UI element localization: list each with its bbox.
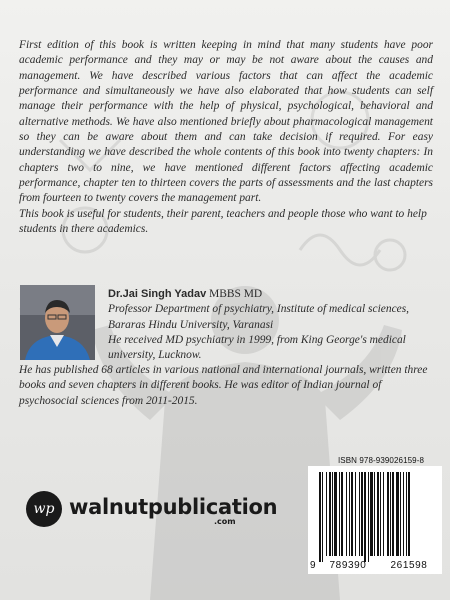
author-education: He received MD psychiatry in 1999, from King George's medical university, Lucknow.: [108, 334, 406, 362]
publisher-name: walnutpublication: [69, 495, 278, 519]
author-name: Dr.Jai Singh Yadav: [108, 288, 207, 300]
barcode-bar: [396, 472, 399, 556]
author-details: [108, 287, 438, 364]
author-degrees: MBBS MD: [206, 288, 263, 300]
barcode-bar: [329, 472, 331, 556]
barcode-bar: [374, 472, 375, 556]
barcode-bar: [326, 472, 327, 556]
barcode-bar: [370, 472, 373, 556]
description-paragraph-2: This book is useful for students, their parent, teachers and people those who want to help students in there academics.: [19, 207, 427, 236]
barcode-bar: [403, 472, 404, 556]
barcode-digits-right: 261598: [390, 560, 428, 571]
description-paragraph-1: First edition of this book is written keeping in mind that many students have poor academic performance and they may or may be not aware about the causes and management. We have described various factors that can affect the academic performance and simultaneously we have also elaborated that how students can self manage their performance with the help of physical, psychological, behavioral and alternative methods. We have also mentioned briefly about pharmacological management so they can be aware about them and can take decision if required. For easy understanding we have described the whole contents of this book into twenty chapters: In chapters two to nine, we have mentioned different factors affecting academic performance, chapter ten to thirteen covers the parts of assessments and the last chapters from fourteen to twenty covers the management part.: [19, 39, 433, 205]
barcode-bar: [346, 472, 347, 556]
barcode-bar: [390, 472, 391, 556]
isbn-label: ISBN 978-939026159-8: [337, 456, 425, 465]
author-photo: [20, 285, 95, 360]
barcode-bar: [332, 472, 333, 556]
publisher-domain-suffix: .com: [214, 517, 236, 526]
barcode-bar: [380, 472, 381, 556]
barcode-bar: [341, 472, 343, 556]
barcode-bar: [400, 472, 401, 556]
barcode-digits-left: 789390: [329, 560, 367, 571]
barcode: [308, 466, 442, 574]
publisher-logo: wp: [26, 491, 62, 527]
barcode-bar: [359, 472, 360, 556]
barcode-bar: [392, 472, 394, 556]
barcode-digit-first: 9: [310, 560, 316, 571]
barcode-bar: [364, 472, 366, 562]
author-position: Professor Department of psychiatry, Institute of medical sciences, Bararas Hindu University, Varanasi: [108, 303, 410, 331]
barcode-bars: [308, 466, 442, 574]
barcode-bar: [322, 472, 323, 562]
barcode-bar: [355, 472, 356, 556]
barcode-bar: [368, 472, 369, 562]
barcode-bar: [361, 472, 363, 556]
barcode-bar: [339, 472, 340, 556]
barcode-digits: [308, 560, 442, 574]
barcode-bar: [408, 472, 410, 556]
barcode-bar: [319, 472, 321, 562]
barcode-bar: [383, 472, 384, 556]
barcode-bar: [387, 472, 389, 556]
book-description: [19, 38, 433, 237]
barcode-bar: [334, 472, 337, 556]
barcode-bar: [406, 472, 407, 556]
barcode-bar: [377, 472, 379, 556]
barcode-bar: [351, 472, 353, 556]
barcode-bar: [349, 472, 350, 556]
author-bio: He has published 68 articles in various national and international journals, written three books and seven chapters in different books. He was editor of Indian journal of psychosocial sciences from 2011-2015.: [19, 364, 428, 407]
